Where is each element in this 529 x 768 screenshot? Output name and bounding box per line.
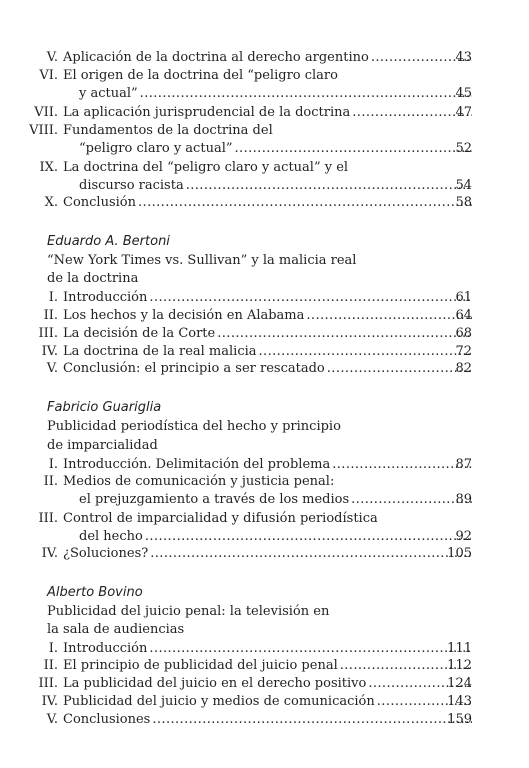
entry-number: III. bbox=[38, 326, 58, 341]
entry-page: 64 bbox=[455, 308, 472, 323]
entry-page: 72 bbox=[455, 344, 472, 359]
entry-page: 43 bbox=[455, 50, 472, 65]
toc-entry bbox=[0, 104, 529, 122]
chapter-title: “New York Times vs. Sullivan” y la malicia real bbox=[47, 253, 357, 268]
entry-title-cont: discurso racista bbox=[79, 178, 184, 193]
entry-number: X. bbox=[44, 195, 58, 210]
entry-page: 111 bbox=[447, 641, 472, 656]
entry-number: I. bbox=[48, 290, 58, 305]
toc-entry bbox=[0, 360, 529, 378]
toc-entry bbox=[0, 711, 529, 729]
dot-leader bbox=[138, 194, 472, 212]
entry-page: 82 bbox=[455, 361, 472, 376]
entry-title-cont: del hecho bbox=[79, 529, 143, 544]
dot-leader bbox=[150, 545, 472, 563]
entry-page: 52 bbox=[455, 141, 472, 156]
entry-title: ¿Soluciones? bbox=[63, 546, 149, 561]
chapter-title: Publicidad del juicio penal: la televisión en bbox=[47, 604, 330, 619]
entry-title: La publicidad del juicio en el derecho positivo bbox=[63, 676, 367, 691]
toc-entry bbox=[0, 325, 529, 343]
entry-title: Conclusión bbox=[63, 195, 136, 210]
entry-page: 45 bbox=[455, 86, 472, 101]
toc-entry bbox=[0, 307, 529, 325]
toc-entry bbox=[0, 510, 529, 528]
toc-entry bbox=[0, 545, 529, 563]
entry-title: Aplicación de la doctrina al derecho argentino bbox=[63, 50, 369, 65]
toc-entry bbox=[0, 122, 529, 140]
entry-number: IX. bbox=[39, 160, 58, 175]
entry-page: 68 bbox=[455, 326, 472, 341]
entry-title: Conclusiones bbox=[63, 712, 151, 727]
entry-number: II. bbox=[43, 308, 58, 323]
entry-number: VI. bbox=[39, 68, 58, 83]
chapter-title: Publicidad periodística del hecho y principio bbox=[47, 419, 341, 434]
dot-leader bbox=[145, 528, 472, 546]
entry-title: Los hechos y la decisión en Alabama bbox=[63, 308, 305, 323]
entry-number: III. bbox=[38, 676, 58, 691]
author-name: Fabricio Guariglia bbox=[47, 400, 162, 415]
entry-page: 92 bbox=[455, 529, 472, 544]
toc-entry bbox=[0, 49, 529, 67]
toc-entry-cont bbox=[0, 140, 529, 158]
entry-title: Introducción bbox=[63, 290, 148, 305]
entry-number: V. bbox=[46, 50, 58, 65]
entry-number: III. bbox=[38, 511, 58, 526]
entry-title: Medios de comunicación y justicia penal: bbox=[63, 474, 335, 489]
toc-entry bbox=[0, 640, 529, 658]
entry-title: Control de imparcialidad y difusión periodística bbox=[63, 511, 378, 526]
entry-page: 112 bbox=[447, 658, 472, 673]
entry-title: El principio de publicidad del juicio penal bbox=[63, 658, 338, 673]
entry-page: 159 bbox=[447, 712, 472, 727]
chapter-title-cont: la sala de audiencias bbox=[47, 622, 185, 637]
entry-title: Publicidad del juicio y medios de comunicación bbox=[63, 694, 375, 709]
entry-title-cont: el prejuzgamiento a través de los medios bbox=[79, 492, 350, 507]
entry-number: VII. bbox=[34, 105, 58, 120]
entry-page: 124 bbox=[447, 676, 472, 691]
toc-entry-cont bbox=[0, 491, 529, 509]
entry-page: 54 bbox=[455, 178, 472, 193]
entry-number: V. bbox=[46, 361, 58, 376]
entry-title: La doctrina de la real malicia bbox=[63, 344, 257, 359]
toc-entry-cont bbox=[0, 85, 529, 103]
author-name: Alberto Bovino bbox=[47, 585, 143, 600]
entry-number: VIII. bbox=[29, 123, 58, 138]
entry-number: IV. bbox=[41, 694, 58, 709]
toc-entry bbox=[0, 159, 529, 177]
entry-title: Conclusión: el principio a ser rescatado bbox=[63, 361, 325, 376]
entry-page: 143 bbox=[447, 694, 472, 709]
entry-title: La decisión de la Corte bbox=[63, 326, 216, 341]
dot-leader bbox=[186, 177, 472, 195]
entry-page: 89 bbox=[455, 492, 472, 507]
entry-page: 105 bbox=[447, 546, 472, 561]
chapter-title-cont: de imparcialidad bbox=[47, 438, 158, 453]
toc-entry bbox=[0, 194, 529, 212]
toc-entry-cont bbox=[0, 528, 529, 546]
entry-title: Fundamentos de la doctrina del bbox=[63, 123, 273, 138]
entry-page: 87 bbox=[455, 457, 472, 472]
entry-page: 61 bbox=[455, 290, 472, 305]
toc-entry bbox=[0, 657, 529, 675]
entry-title: Introducción bbox=[63, 641, 148, 656]
entry-number: IV. bbox=[41, 344, 58, 359]
chapter-title-cont: de la doctrina bbox=[47, 271, 139, 286]
toc-entry bbox=[0, 289, 529, 307]
entry-number: IV. bbox=[41, 546, 58, 561]
entry-page: 58 bbox=[455, 195, 472, 210]
toc-entry bbox=[0, 473, 529, 491]
toc-entry-cont bbox=[0, 177, 529, 195]
entry-number: I. bbox=[48, 641, 58, 656]
toc-entry bbox=[0, 343, 529, 361]
author-name: Eduardo A. Bertoni bbox=[47, 234, 170, 249]
entry-number: I. bbox=[48, 457, 58, 472]
entry-title-cont: “peligro claro y actual” bbox=[79, 141, 233, 156]
dot-leader bbox=[152, 711, 472, 729]
entry-number: V. bbox=[46, 712, 58, 727]
entry-page: 47 bbox=[455, 105, 472, 120]
dot-leader bbox=[149, 289, 472, 307]
entry-title: El origen de la doctrina del “peligro claro bbox=[63, 68, 338, 83]
toc-entry bbox=[0, 67, 529, 85]
entry-title: La doctrina del “peligro claro y actual” y el bbox=[63, 160, 349, 175]
entry-number: II. bbox=[43, 658, 58, 673]
toc-entry bbox=[0, 456, 529, 474]
dot-leader bbox=[140, 85, 472, 103]
entry-number: II. bbox=[43, 474, 58, 489]
toc-entry bbox=[0, 693, 529, 711]
toc-entry bbox=[0, 675, 529, 693]
entry-title: La aplicación jurisprudencial de la doctrina bbox=[63, 105, 351, 120]
entry-title-cont: y actual” bbox=[79, 86, 138, 101]
dot-leader bbox=[149, 640, 472, 658]
entry-title: Introducción. Delimitación del problema bbox=[63, 457, 331, 472]
